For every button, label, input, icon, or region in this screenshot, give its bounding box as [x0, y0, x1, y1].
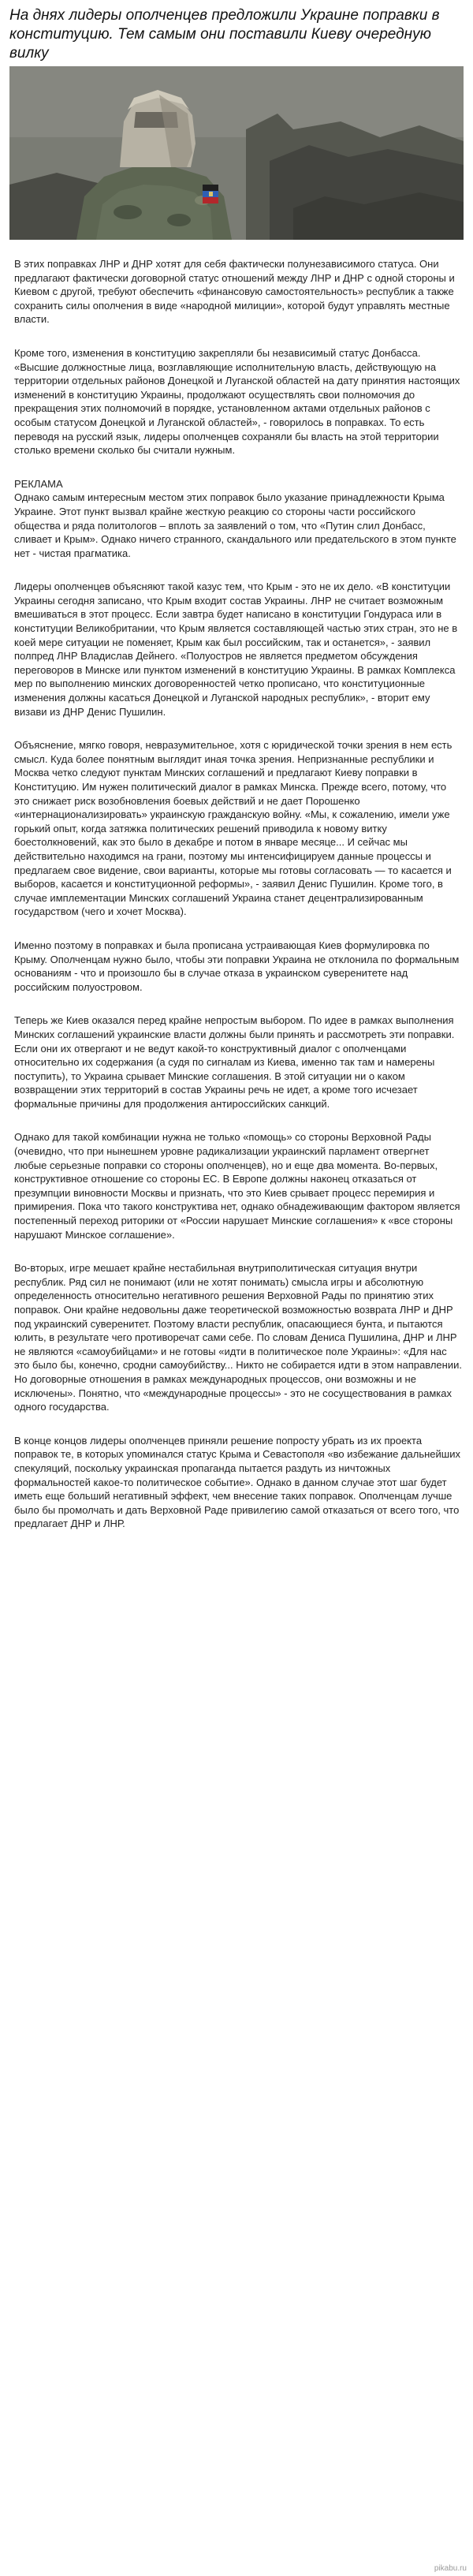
article-paragraph: Объяснение, мягко говоря, невразумительное, хотя с юридической точки зрения в нем есть смысл. Куда более понятным выглядит иная точка зрения. Непризнанные республики и Москва четко следуют пунктам Минских соглашений и предлагают Киеву поправки в Конституцию. Им нужен политический диалог в рамках Минска. Прежде всего, потому, что это снижает риск возобновления боевых действий и не дает Порошенко «интернационализировать» украинскую гражданскую войну. «Мы, к сожалению, имели уже горький опыт, когда затяжка политических решений приводила к новому витку боестолкновений, как это было в декабре и потом в январе месяце... И сейчас мы действительно находимся на грани, поэтому мы интенсифицируем данные процессы и предлагаем свое видение, свои варианты, которые мы готовы согласовать — то касается и выборов, касается и конституционной реформы», - заявил Денис Пушилин. Кроме того, в случае имплементации Минских соглашений Украина станет децентрализированным государством (чего и хочет Москва).: [14, 739, 453, 918]
article-paragraph: Во-вторых, игре мешает крайне нестабильная внутриполитическая ситуация внутри республик. Ряд сил не понимают (или не хотят понимать) смысла игры и абсолютную определенность относительно негативного решения Верховной Рады по принятию этих поправок. Они крайне недовольны даже теоретической возможностью возврата ЛНР и ДНР под украинский суверенитет. Поэтому власти республик, опасающиеся бунта, и пытаются юлить, в результате чего противоречат сами себе. По словам Дениса Пушилина, ДНР и ЛНР не являются «самоубийцами» и не готовы «идти в политическое поле Украины»: «Для нас это было бы, конечно, сродни самоубийству... Никто не собирается идти в этом направлении. Но договорные отношения в рамках международных процессов, они возможны и не исключены». Понятно, что «международные процессы» - это не сосуществования в рамках одного государства.: [14, 1262, 462, 1413]
article-headline: На днях лидеры ополченцев предложили Украине поправки в конституцию. Тем самым они поставили Киеву очередную вилку: [9, 7, 440, 62]
article-paragraph: Именно поэтому в поправках и была прописана устраивающая Киев формулировка по Крыму. Ополченцам нужно было, чтобы эти поправки Украина не отклонила по формальным основаниям - что и произошло бы в случае отказа в украинском суверенитете над российским полуостровом.: [14, 939, 460, 993]
article-paragraph: В этих поправках ЛНР и ДНР хотят для себя фактически полунезависимого статуса. Они предлагают фактически договорной статус отношений между ЛНР и ДНР с одной стороны и Киевом с другой, требуют обеспечить «финансовую самостоятельность» республик а также сохранить силы ополчения в виде «народной милиции», которой будут управлять местные власти.: [14, 258, 455, 326]
article-paragraph: Лидеры ополченцев объясняют такой казус тем, что Крым - это не их дело. «В конституции Украины сегодня записано, что Крым входит состав Украины. ЛНР не считает возможным вмешиваться в этот процесс. Если завтра будет написано в конституции Гондураса или в конституции Великобритании, что Крым является составляющей частью этих стран, это не в коей мере ситуации не поменяет, Крым как был российским, так и останется», - заявил полпред ЛНР Владислав Дейнего. «Полуостров не является предметом обсуждения переговоров в Минске или пунктом изменений в конституцию Украины. В рамках Комплекса мер по выполнению минских договоренностей четко прописано, что конституционные изменения должны касаться Донецкой и Луганской народных республик», - вторит ему визави из ДНР Денис Пушилин.: [14, 581, 458, 718]
article-paragraph: Теперь же Киев оказался перед крайне непростым выбором. По идее в рамках выполнения Минских соглашений украинские власти должны были принять и рассмотреть эти поправки. Если они их отвергают и не ведут какой-то конструктивный диалог с ополченцами относительно их содержания (а судя по сигналам из Киева, именно так там и намерены поступить), то Украина срывает Минские соглашения. В этой ситуации ни о каком возвращении этих территорий в состав Украины речь не идет, а кроме того исчезает формальные причины для продолжения антироссийских санкций.: [14, 1014, 455, 1110]
article-paragraph: Кроме того, изменения в конституцию закрепляли бы независимый статус Донбасса. «Высшие должностные лица, возглавляющие исполнительную власть, действующую на территории отдельных районов Донецкой и Луганской областей на дату принятия настоящих изменений в конституцию Украины, продолжают осуществлять свои полномочия до прекращения этих полномочий в порядке, установленном актами отдельных районов с особым статусом Донецкой и Луганской областей», - говорилось в поправках. То есть переводя на русский язык, лидеры ополченцев сохраняли бы власть на этой территории столько времени сколько бы считали нужным.: [14, 346, 460, 457]
article-body: [0, 240, 473, 1531]
soldier-photo-illustration: [9, 66, 464, 240]
article-paragraph: В конце концов лидеры ополченцев приняли решение попросту убрать из их проекта поправок те, в которых упоминался статус Крыма и Севастополя «во избежание дальнейших спекуляций, поскольку украинская пропаганда пытается раздуть из ничтожных формальностей какое-то политическое событие». Однако в данном случае этот шаг будет иметь еще больший негативный эффект, чем внесение таких поправок. Ополченцам лучше было бы промолчать и дать Верховной Раде привилегию самой отказаться от всего того, что предлагает ДНР и ЛНР.: [14, 1434, 460, 1530]
site-watermark: pikabu.ru: [434, 2564, 467, 2573]
article-paragraph: Однако для такой комбинации нужна не только «помощь» со стороны Верховной Рады (очевидно, что при нынешнем уровне радикализации украинский парламент отвергнет любые серьезные поправки со стороны ополченцев), но и еще два момента. Во-первых, конструктивное отношение со стороны ЕС. В Европе должны наконец отказаться от презумпции виновности Москвы и признать, что это Киев срывает процесс перемирия и примирения. Пока что такого конструктива нет, однако обнадеживающим фактором является постепенный переход риторики от «России нарушает Минские соглашения» к «все стороны нарушают Минское соглашение».: [14, 1131, 460, 1241]
article-paragraph: Однако самым интересным местом этих поправок было указание принадлежности Крыма Украине. Этот пункт вызвал крайне жесткую реакцию со стороны части российского общества и ряда политологов – вплоть за заявлений о том, что «Путин слил Донбасс, сливает и Крым». Однако ничего странного, скандального или предательского в этом пункте нет - чистая прагматика.: [14, 491, 456, 559]
ad-label: РЕКЛАМА: [14, 477, 63, 490]
flag-patch: [203, 185, 218, 203]
militia-soldier-photo: [9, 66, 464, 240]
